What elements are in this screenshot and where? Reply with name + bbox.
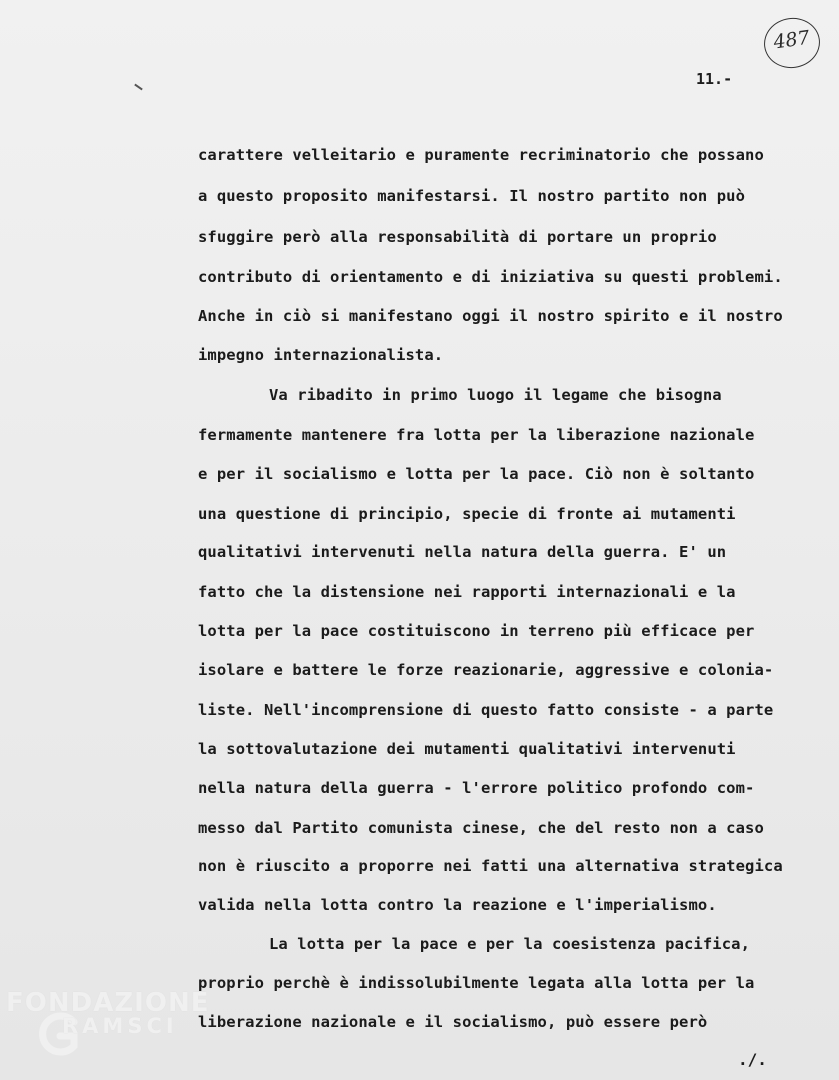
watermark-line-1: FONDAZIONE	[6, 988, 210, 1018]
text-line: e per il socialismo e lotta per la pace. Ciò non è soltanto	[198, 465, 755, 483]
text-line: la sottovalutazione dei mutamenti qualitativi intervenuti	[198, 740, 736, 758]
text-line: impegno internazionalista.	[198, 346, 444, 364]
text-line: valida nella lotta contro la reazione e l'imperialismo.	[198, 896, 717, 914]
text-line: Anche in ciò si manifestano oggi il nostro spirito e il nostro	[198, 307, 783, 325]
text-line: carattere velleitario e puramente recriminatorio che possano	[198, 146, 764, 164]
text-line: non è riuscito a proporre nei fatti una alternativa strategica	[198, 857, 783, 875]
text-line: isolare e battere le forze reazionarie, aggressive e colonia-	[198, 661, 774, 679]
text-line: Va ribadito in primo luogo il legame che bisogna	[269, 386, 722, 404]
text-line: fermamente mantenere fra lotta per la liberazione nazionale	[198, 426, 755, 444]
archive-number: 487	[772, 26, 812, 54]
text-line: fatto che la distensione nei rapporti internazionali e la	[198, 583, 736, 601]
watermark-line-2: RAMSCI	[62, 1014, 178, 1038]
text-line: liste. Nell'incomprensione di questo fatto consiste - a parte	[198, 701, 774, 719]
text-line: una questione di principio, specie di fronte ai mutamenti	[198, 505, 736, 523]
text-line: messo dal Partito comunista cinese, che del resto non a caso	[198, 819, 764, 837]
text-line: sfuggire però alla responsabilità di portare un proprio	[198, 228, 717, 246]
page-number: 11.-	[696, 70, 733, 88]
text-line: nella natura della guerra - l'errore politico profondo com-	[198, 779, 755, 797]
text-line: proprio perchè è indissolubilmente legata alla lotta per la	[198, 974, 755, 992]
text-line: contributo di orientamento e di iniziativa su questi problemi.	[198, 268, 783, 286]
text-line: liberazione nazionale e il socialismo, può essere però	[198, 1013, 708, 1031]
continuation-mark: ./.	[738, 1050, 767, 1069]
text-line: lotta per la pace costituiscono in terreno più efficace per	[198, 622, 755, 640]
text-line: qualitativi intervenuti nella natura della guerra. E' un	[198, 543, 727, 561]
text-line: a questo proposito manifestarsi. Il nostro partito non può	[198, 187, 746, 205]
fondazione-gramsci-watermark	[4, 988, 210, 1078]
archive-number-stamp	[761, 14, 823, 71]
text-line: La lotta per la pace e per la coesistenza pacifica,	[269, 935, 751, 953]
stray-pen-mark	[134, 84, 143, 91]
